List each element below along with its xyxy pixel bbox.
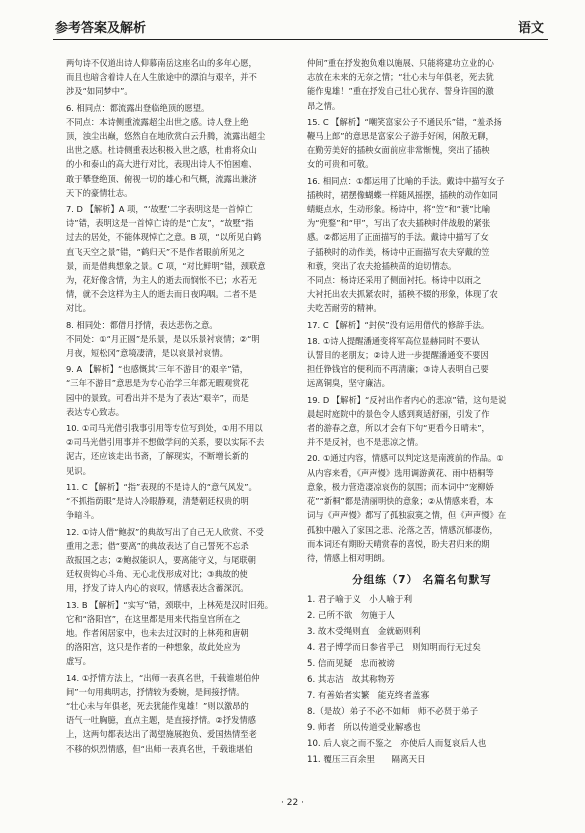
answer-line: 园中的景致。可看出并不是为了表达“艰辛”，而是 [66,392,249,403]
answer-line: 泥古，还应该走出书斋，了解现实，不断增长新的 [66,451,249,462]
answer-line: 它和“洛阳宫”，在这里都是用来代指皇宫所在之 [66,613,241,624]
recitation-answer: 10. 后人哀之而不鉴之 亦使后人而复哀后人也 [307,739,487,750]
answer-item [66,480,293,523]
recitation-answer: 5. 信而见疑 忠而被谤 [307,659,395,670]
answer-line: 19. D 【解析】“反衬出作者内心的悲凉”错，这句是说 [307,394,507,405]
answer-line: 两句诗不仅道出诗人仰慕南岳这座名山的多年心愿， [66,58,257,68]
answer-line: 从内容来看，《声声慢》选用调游黄花、雨中梧桐等 [307,467,494,478]
answer-item [307,174,537,316]
answer-line: 昂之情。 [307,100,341,111]
answer-line: 上，这两句都表达出了渴望施展抱负、爱国热情至老 [66,729,257,740]
answer-line: 争暗斗。 [66,510,100,521]
answer-item [307,451,537,565]
answer-line: 8. 相同处：都借月抒情，表达悲伤之意。 [66,319,218,330]
answer-item [307,318,537,332]
answer-line: 7. D 【解析】A 项，“‘故墅’二字表明这是一首悼亡 [66,204,253,215]
answer-item [66,525,293,596]
answer-line: 廷权贵钩心斗角、无心北伐形成对比；③典故的使 [66,569,248,580]
answer-item [307,115,537,172]
answer-line: 而本词还有期盼天晴赏春的喜悦，盼夫君归来的期 [307,538,490,549]
answer-line: 为“兜鍪”和“甲”，写出了农夫插秧时伴战般的紧张 [307,218,491,229]
recitation-answer: 3. 故木受绳则直 金就砺则利 [307,627,421,638]
page-number: · 22 · [281,798,304,808]
answer-line: 诗”错，表明这是一首悼亡诗的是“亡友”，“故墅”指 [66,218,254,229]
answer-line: 认誓目的老朋友；②诗人进一步提醒潘通变不要因 [307,350,489,361]
answer-line: “壮心未与年俱老，死去犹能作鬼雄！”则以激昂的 [66,700,249,711]
answer-line: 地。作者闲居家中，也未去过汉时的上林苑和唐朝 [66,627,249,638]
recitation-answer: 11. 覆压三百余里 隔离天日 [307,755,426,766]
answer-line: ②司马光借引用事并不想做学问的关系，要以实际不去 [66,437,265,448]
answer-line: 顶，浊尘出巅，悠然自在地欣赏白云升腾，流露出超尘 [66,131,266,142]
recitation-answer: 2. 己所不欲 勿施于人 [307,611,395,622]
answer-item [66,202,293,316]
answer-line: 不同点：本诗侧重流露超尘出世之感。诗人登上绝 [66,116,249,127]
right-column [307,56,537,768]
page-header [53,19,548,40]
answer-line: 语气一吐胸臆，直点主题，是直接抒情。②抒发情感 [66,715,256,726]
answer-line: 用，抒发了诗人内心的哀叹，情感表达含蓄深沉。 [66,583,249,594]
answer-line: 涉及“如同梦中”。 [66,86,133,97]
answer-line: 见识。 [66,465,91,476]
answer-line: 远离铜臭，坚守廉洁。 [307,378,390,389]
answer-line: 的洛阳宫，这只是作者的一种想象，故此处应为 [66,642,241,653]
answer-line: 天下的豪情壮志。 [66,187,133,198]
answer-line: 敢于攀登绝顶、俯视一切的雄心和气概，流露出兼济 [66,173,257,184]
answer-item [66,101,293,200]
answer-line: 女的可贵和可敬。 [307,159,374,170]
answer-line: 蜻蜓点水，生动形象。杨诗中，将“笠”和“蓑”比喻 [307,204,491,215]
answer-line: 不移的炽烈情感，但“出师一表真名世，千载谁堪伯 [66,743,253,754]
answer-line: 15. C 【解析】“嘲笑富家公子不通民乐”错，“羞杀扬 [307,116,502,127]
answer-line: 过去的居处，不能体现悼亡之意。B 项，“以所见白鹤 [66,232,262,243]
answer-line: 对比。 [66,303,91,314]
answer-line: 子插秧时的动作美，杨诗中正面描写农夫穿戴的笠 [307,246,490,257]
answer-line: 20. ①通过内容，情感可以判定这是南渡前的作品。① [307,453,504,464]
answer-line: 的小和泰山的高大进行对比，表现出诗人不怕困难、 [66,159,257,170]
answer-line: 和蓑，突出了农夫抢插秧苗的迫切情态。 [307,260,457,271]
answer-item [66,56,293,99]
answer-line: 16. 相同点：①都运用了比喻的手法。戴诗中描写女子 [307,175,505,186]
answer-line: 18. ①诗人提醒潘通变将军高位显赫同时不要认 [307,335,480,346]
answer-line: 景，而是借典想象之景。C 项，“对比鲜明”错，颈联意 [66,260,266,271]
answer-line: 大衬托出农夫抓紧农时，插秧不辍的形象，体现了农 [307,289,498,300]
answer-item [66,671,293,756]
answer-line: 夫吃苦耐劳的精神。 [307,303,382,314]
answer-line: 不同处：①“月正圆”是乐景，是以乐景衬哀情；②“明 [66,333,260,344]
answer-line: 14. ①抒情方法上，“出师一表真名世，千载谁堪伯仲 [66,672,260,683]
section-title: 分组练（7） 名篇名句默写 [352,574,492,587]
recitation-answer: 4. 君子博学而日参省乎己 则知明而行无过矣 [307,643,481,654]
answer-line: 感。②都运用了正面描写的手法。戴诗中描写了女 [307,232,489,243]
recitation-answer: 8.（是故）弟子不必不如师 师不必贤于弟子 [307,707,479,718]
answer-line: 间”一句用典明志，抒情较为委婉，是间接抒情。 [66,686,245,697]
answer-line: 6. 相同点：都流露出登临绝顶的愿望。 [66,102,210,113]
recitation-answer: 7. 有善始者实繁 能克终者盖寡 [307,691,430,702]
answer-line: “不抓指荫眼”是诗人冷眼静观，清楚朝廷权贵的明 [66,496,249,507]
answer-line: 仲间”重在抒发抱负难以施展、只能将建功立业的心 [307,58,494,68]
answer-line: 虚写。 [66,656,91,667]
answer-line: 9. A 【解析】“也感慨其‘三年不游目’的艰辛”错， [66,364,249,375]
answer-item [307,393,537,450]
answer-line: 出世之感。杜诗侧重表达积极入世之感，杜甫将众山 [66,145,257,156]
answer-line: 在勤劳美好的插秧女面前应非常惭愧，突出了插秧 [307,145,490,156]
answer-line: 词与《声声慢》都写了孤独寂寞之情，但《声声慢》在 [307,510,507,521]
answer-line: 者的游春之意，所以才会有下句“更看今日晴未”， [307,423,490,434]
answer-line: 12. ①诗人借“鲍叔”的典故写出了自己无人欣赏、不受 [66,526,264,537]
header-title: 参考答案及解析 [55,21,147,36]
answer-line: 17. C 【解析】“封侯”没有运用借代的修辞手法。 [307,319,490,330]
answer-item [66,318,293,361]
answer-line: 担任铮钱官的便利而不再清廉；③诗人表明自己要 [307,364,489,375]
answer-line: 敌报国之志；②鲍叔能识人，要离能守义，与尾联朝 [66,554,256,565]
answer-item [307,56,537,113]
answer-line: 直飞天空之景”错，“鹤归天”不是作者眼前所见之 [66,246,245,257]
answer-item [66,598,293,669]
answer-line: 孤独中融入了家国之悲、沦落之苦，情感沉郁凄伤， [307,524,498,535]
answer-line: 意象，极力营造凄凉哀伤的氛围；而本词中“宠柳娇 [307,481,494,492]
answer-line: 并不是反衬，也不是悲凉之情。 [307,437,424,448]
answer-line: 待，情感上相对明朗。 [307,552,390,563]
answer-line: 为，花好像含情，为主人的逝去而悯怅不已；水若无 [66,275,257,286]
answer-line: 能作鬼雄！”重在抒发自己壮心犹存、誓身许国的激 [307,86,494,97]
answer-item [66,421,293,478]
answer-line: 11. C 【解析】“指”表现的不是诗人的“意气风发”。 [66,481,257,492]
answer-item [66,362,293,419]
answer-line: 晨起时庭院中的景色令人感到爽适舒丽，引发了作 [307,408,490,419]
answer-line: 鞭马上郎”的意思是富家公子游手好闲，闲散无聊， [307,131,494,142]
header-subject: 语文 [517,21,544,36]
recitation-answer: 1. 君子喻于义 小人喻于利 [307,595,413,606]
recitation-answer: 9. 师者 所以传道受业解惑也 [307,723,421,734]
recitation-answer: 6. 其志洁 故其称物芳 [307,675,395,686]
answer-item [307,334,537,391]
left-column [66,56,293,758]
answer-line: 重用之悲；借“要离”的典故表达了自己誓死不忘杀 [66,540,249,551]
answer-line: 月夜，短松冈”意境凄清，是以哀景衬哀情。 [66,348,228,359]
answer-line: 13. B 【解析】“实写”错，颈联中，上林苑是汉时旧苑。 [66,599,273,610]
answer-line: 志放在未来的无奈之情；“壮心未与年俱老，死去犹 [307,72,494,83]
answer-line: “三年不游目”意思是为专心治学三年都无暇观赏花 [66,378,249,389]
answer-line: 表达专心致志。 [66,406,125,417]
answer-line: 而且也暗含着诗人在人生旅途中的漂泊与艰辛，并不 [66,72,257,83]
answer-line: 花”“新桐”都是清丽明快的意象；②从情感来看，本 [307,496,494,507]
answer-line: 插秧时，裙摆像蝴蝶一样随风摇摆，插秧的动作如同 [307,189,498,200]
answer-line: 10. ①司马光借引我事引用等专位写到处，①用不用以 [66,423,263,434]
answer-line: 情，就不会这样为主人的逝去而日夜呜咽。二者不是 [66,289,257,300]
answer-line: 不同点：杨诗还采用了侧面衬托。杨诗中以雨之 [307,275,482,286]
